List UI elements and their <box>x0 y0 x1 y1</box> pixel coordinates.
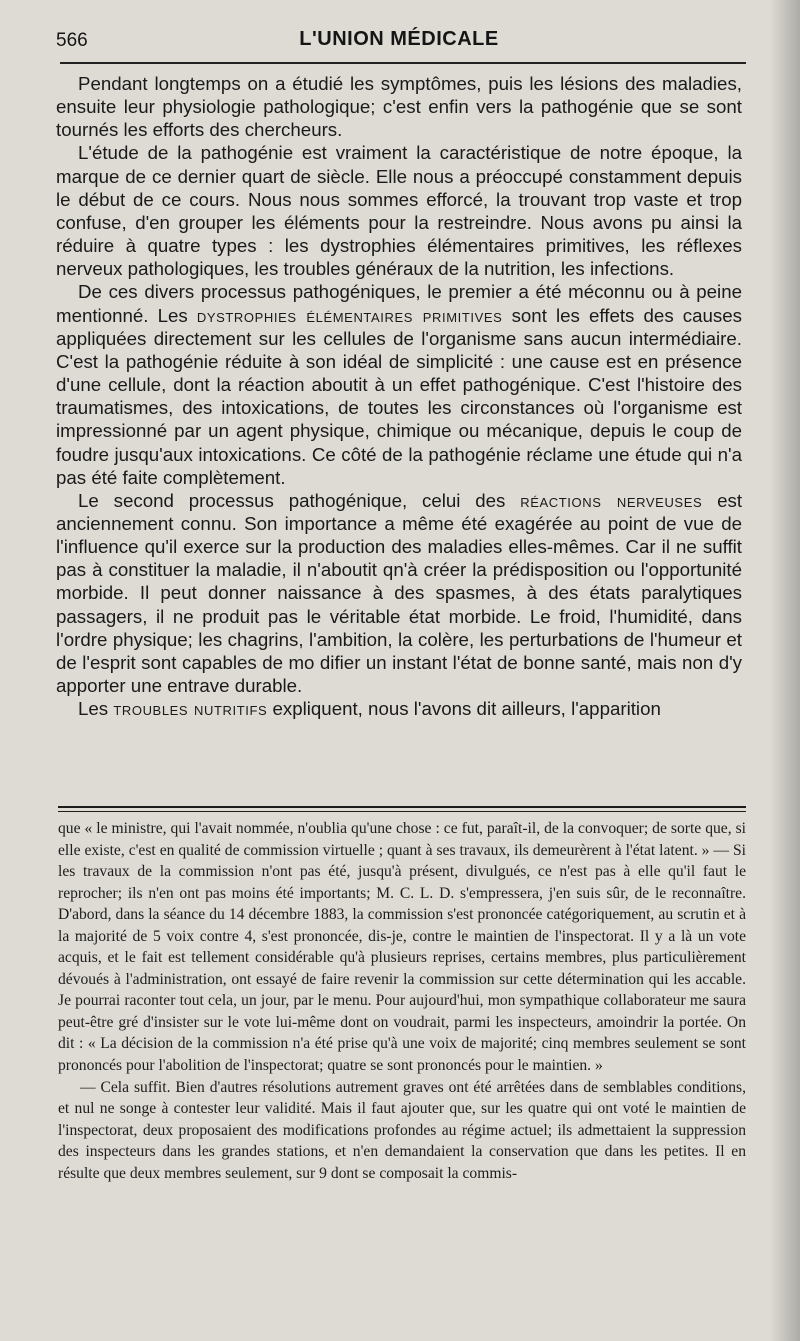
header-rule <box>60 62 746 64</box>
running-title: L'UNION MÉDICALE <box>299 28 499 50</box>
page-header <box>56 26 742 56</box>
footnote <box>58 818 746 1184</box>
term-troubles-nutritifs: troubles nutritifs <box>113 698 268 720</box>
footnote-rule <box>58 806 746 812</box>
main-text <box>56 72 742 720</box>
page-number: 566 <box>56 30 88 51</box>
paragraph-4 <box>56 489 742 697</box>
paragraph-5-text-a: Les <box>78 698 114 720</box>
footnote-paragraph-2: — Cela suffit. Bien d'autres résolutions autrement graves ont été arrêtées dans de semblables conditions, et nul ne songe à contester leur validité. Mais il faut ajouter que, sur les quatre qui ont voté le maintien de l'inspectorat, deux proposaient des modifications profondes au régime actuel; ils admettaient la suppression des inspecteurs dans les grandes stations, et n'en demandaient la conservation que dans les petites. Il en résulte que deux membres seulement, sur 9 dont se composait la commis- <box>58 1078 746 1182</box>
footnote-paragraph-1: que « le ministre, qui l'avait nommée, n'oublia qu'une chose : ce fut, paraît-il, de la convoquer; de sorte que, si elle existe, c'est en qualité de commission virtuelle ; quant à ses travaux, ils demeurèrent à l'état latent. » — Si les travaux de la commission n'ont pas été, jusqu'à présent, divulgués, ce n'est pas à elle qu'il faut le reprocher; ils n'en ont pas moins été importants; M. C. L. D. s'empressera, j'en suis sûr, de le reconnaître. D'abord, dans la séance du 14 décembre 1883, la commission s'est prononcée catégoriquement, au scrutin et à la majorité de 5 voix contre 4, s'est prononcée, dis-je, contre le maintien de l'inspectorat. Il y a là un vote acquis, et le fait est tellement considérable qu'à plusieurs reprises, certains membres, plus particulièrement dévoués à l'administration, ont essayé de faire revenir la commission sur cette détermination qui les accable. Je pourrai raconter tout cela, un jour, par le menu. Pour aujourd'hui, mon sympathique collaborateur me saura peut-être gré d'insister sur le vote lui-même dont on voudrait, parmi les inspecteurs, amoindrir la portée. On dit : « La décision de la commission n'a été prise qu'à une voix de majorité; cinq membres seulement se sont prononcés pour l'abolition de l'inspectorat; quatre se sont prononcés pour le maintien. » <box>58 820 746 1075</box>
paragraph-2: L'étude de la pathogénie est vraiment la caractéristique de notre époque, la marque de ce dernier quart de siècle. Elle nous a préoccupé constamment depuis le début de ce cours. Nous nous sommes efforcé, la trouvant trop vaste et trop confuse, d'en grouper les éléments pour la restreindre. Nous avons pu ainsi la réduire à quatre types : les dystrophies élémentaires primitives, les réflexes nerveux pathologiques, les troubles généraux de la nutrition, les infections. <box>56 142 742 280</box>
paragraph-4-text-a: Le second processus pathogénique, celui des <box>78 489 521 511</box>
term-dystrophies: dystrophies élémentaires primitives <box>196 304 503 326</box>
paragraph-4-text-b: est anciennement connu. Son importance a même été exagérée au point de vue de l'influence qu'il exerce sur la production des maladies elles-mêmes. Car il ne suffit pas à constituer la maladie, il n'aboutit qn'à créer la prédisposition ou l'opportunité morbide. Il peut donner naissance à des spasmes, à des états paralytiques passagers, il ne produit pas le véritable état morbide. Le froid, l'humidité, dans l'ordre physique; les chagrins, l'ambition, la colère, les perturbations de l'humeur et de l'esprit sont capables de mo difier un instant l'état de bonne santé, mais non d'y apporter une entrave durable. <box>56 489 743 697</box>
paragraph-3-text-b: sont les effets des causes appliquées directement sur les cellules de l'organisme sans aucun intermédiaire. C'est la pathogénie réduite à son idéal de simplicité : une cause est en présence d'une cellule, dont la réaction aboutit à un effet pathogénique. C'est l'histoire des traumatismes, des intoxications, de toutes les circonstances où l'organisme est impressionné par un agent physique, chimique ou mécanique, depuis le coup de foudre jusqu'aux intoxications. Ce côté de la pathogénie réclame une étude qui n'a pas été faite complètement. <box>56 304 742 488</box>
paragraph-5 <box>56 697 742 720</box>
paragraph-3 <box>56 280 742 488</box>
paragraph-3-text-a: De ces divers processus pathogéniques, le premier a été méconnu ou à peine mentionné. Les <box>56 281 742 326</box>
paragraph-5-text-b: expliquent, nous l'avons dit ailleurs, l'apparition <box>267 698 661 720</box>
term-reactions-nerveuses: réactions nerveuses <box>520 489 703 511</box>
page-edge-shadow <box>770 0 800 1341</box>
paragraph-1: Pendant longtemps on a étudié les symptômes, puis les lésions des maladies, ensuite leur physiologie pathologique; c'est enfin vers la pathogénie que se sont tournés les efforts des chercheurs. <box>56 73 742 141</box>
